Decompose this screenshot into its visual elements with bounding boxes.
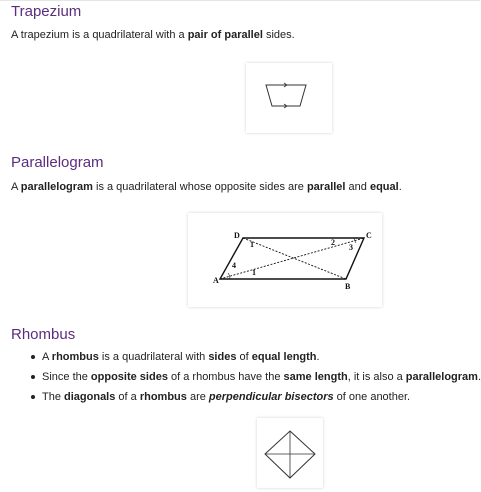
label-angle-4: 4 (232, 261, 236, 270)
label-angle-1-top: 1 (250, 240, 254, 249)
trapezium-description: A trapezium is a quadrilateral with a pair of parallel sides. (11, 29, 295, 41)
label-angle-3: 3 (349, 243, 353, 252)
diagonal-ac (220, 238, 364, 279)
label-d: D (234, 231, 240, 240)
parallelogram-figure (188, 213, 382, 307)
list-item: Since the opposite sides of a rhombus have the same length, it is also a parallelogram. (28, 370, 481, 390)
rhombus-bullet-list (28, 350, 481, 410)
parallelogram-description: A parallelogram is a quadrilateral whose opposite sides are parallel and equal. (11, 181, 402, 193)
top-divider (0, 0, 480, 1)
trapezium-shape (266, 85, 306, 106)
list-item: The diagonals of a rhombus are perpendicular bisectors of one another. (28, 390, 481, 410)
parallelogram-heading: Parallelogram (11, 154, 104, 171)
angle-arc-a (228, 273, 230, 279)
trapezium-figure (246, 63, 332, 133)
list-item: A rhombus is a quadrilateral with sides of equal length. (28, 350, 481, 370)
trapezium-heading: Trapezium (11, 3, 82, 20)
rhombus-heading: Rhombus (11, 326, 76, 343)
label-angle-2: 2 (331, 238, 335, 247)
label-angle-1-bottom: 1 (252, 268, 256, 277)
rhombus-figure (257, 418, 323, 488)
label-a: A (213, 276, 219, 285)
label-b: B (345, 282, 351, 291)
label-c: C (366, 231, 372, 240)
